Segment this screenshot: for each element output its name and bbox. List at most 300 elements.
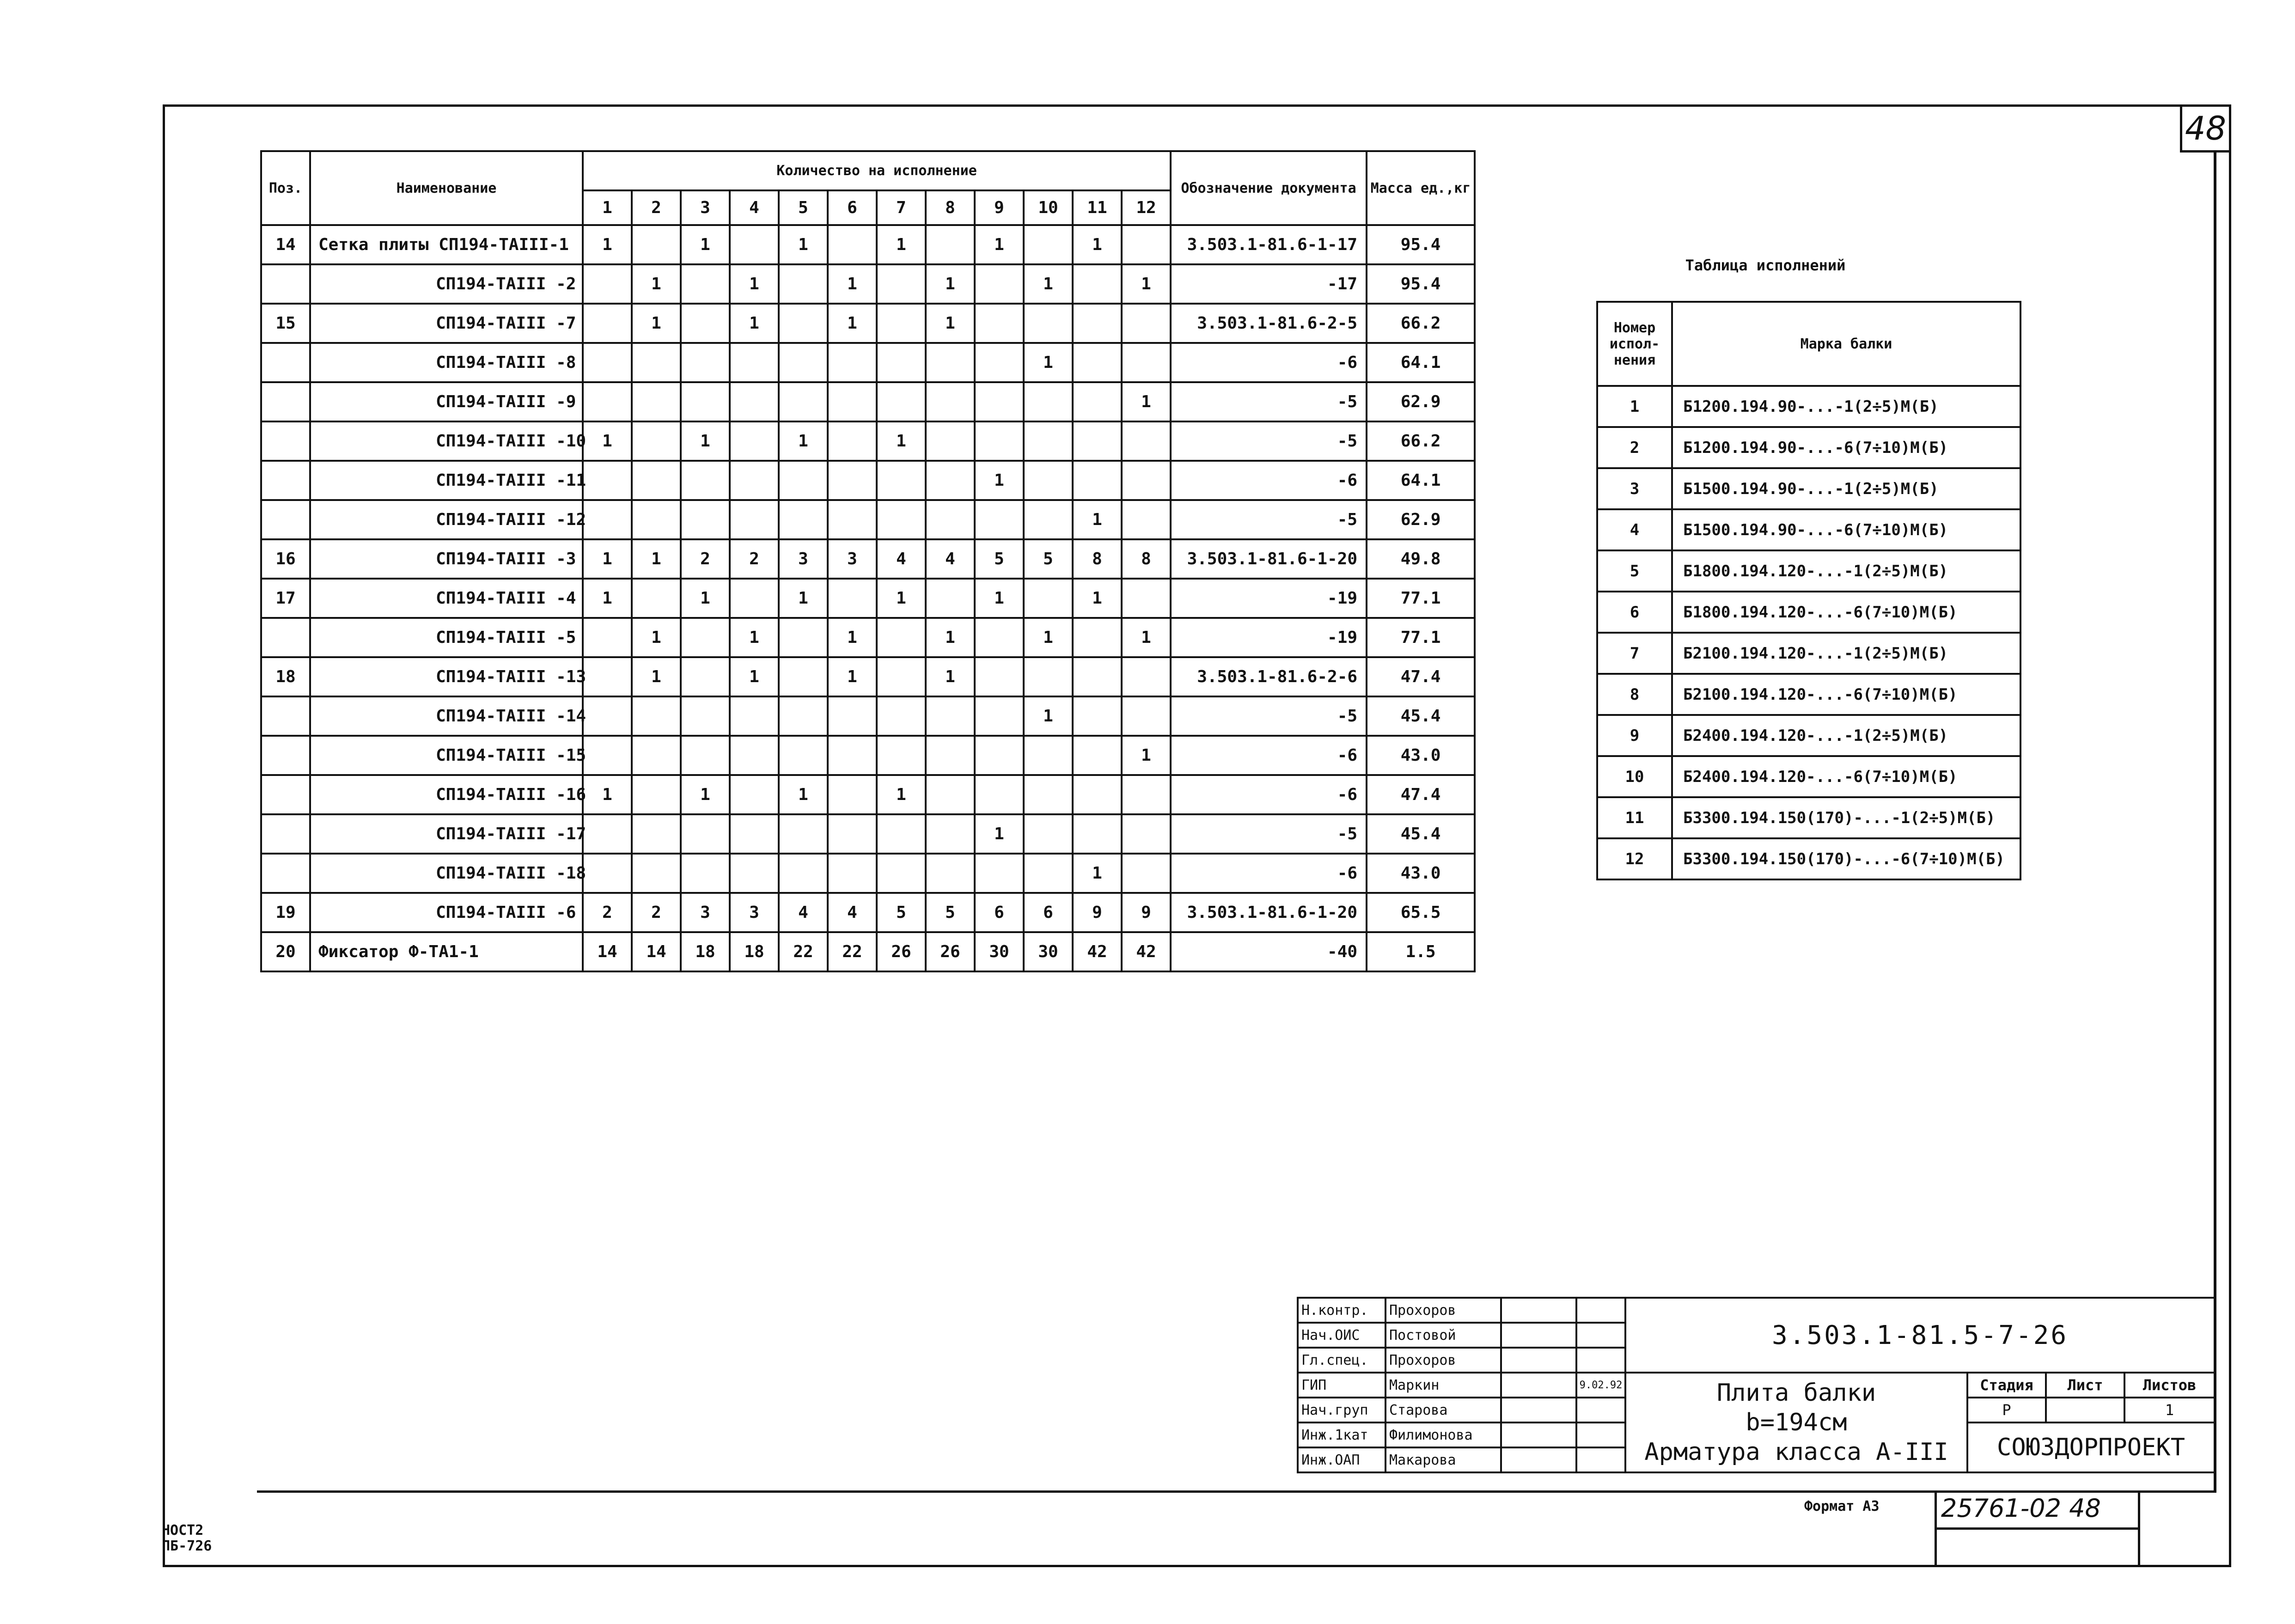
mass-cell: 45.4 <box>1367 696 1475 736</box>
frame-right-margin <box>2214 153 2234 1493</box>
sig-date <box>1576 1348 1625 1373</box>
document-cell: 3.503.1-81.6-2-6 <box>1171 657 1367 696</box>
quantity-cell <box>1122 343 1171 382</box>
quantity-cell <box>730 461 779 500</box>
quantity-cell <box>975 657 1024 696</box>
quantity-cell <box>583 382 632 421</box>
mass-cell: 77.1 <box>1367 618 1475 657</box>
quantity-cell: 42 <box>1073 932 1122 971</box>
sheet-number: 48 <box>2180 104 2231 153</box>
quantity-cell <box>828 736 877 775</box>
table-row <box>261 382 1475 421</box>
position-cell <box>261 421 310 461</box>
quantity-cell: 1 <box>632 618 681 657</box>
quantity-cell <box>975 775 1024 814</box>
name-cell: СП194-ТАIII -17 <box>310 814 583 854</box>
quantity-cell: 1 <box>681 225 730 264</box>
table-row <box>261 500 1475 539</box>
table-row <box>1597 797 2020 838</box>
name-cell: СП194-ТАIII -10 <box>310 421 583 461</box>
sig-name: Прохоров <box>1386 1348 1501 1373</box>
variant-number-cell: 2 <box>1597 427 1672 468</box>
quantity-cell: 1 <box>730 657 779 696</box>
copy-number: 25761-02 48 <box>1941 1494 2101 1523</box>
table-row <box>1597 715 2020 756</box>
quantity-cell: 1 <box>730 264 779 304</box>
quantity-cell <box>926 421 975 461</box>
variant-number-header: 8 <box>926 190 975 225</box>
sig-role: Инж.1кат <box>1298 1423 1386 1447</box>
quantity-cell <box>730 579 779 618</box>
quantity-cell <box>877 696 926 736</box>
document-cell: -5 <box>1171 382 1367 421</box>
quantity-cell <box>1024 461 1073 500</box>
quantity-cell: 1 <box>877 421 926 461</box>
quantity-cell <box>681 500 730 539</box>
quantity-cell <box>583 461 632 500</box>
beam-mark-cell: Б3300.194.150(170)-...-1(2÷5)М(Б) <box>1672 797 2020 838</box>
quantity-cell <box>926 500 975 539</box>
quantity-cell: 1 <box>1073 500 1122 539</box>
quantity-cell: 8 <box>1122 539 1171 579</box>
beam-mark-cell: Б1500.194.90-...-1(2÷5)М(Б) <box>1672 468 2020 509</box>
quantity-cell: 4 <box>926 539 975 579</box>
quantity-cell: 5 <box>926 893 975 932</box>
gost-label-line: ПБ-726 <box>162 1538 212 1554</box>
document-cell: -6 <box>1171 854 1367 893</box>
sheet-label: Лист <box>2046 1373 2124 1398</box>
table-row <box>261 618 1475 657</box>
quantity-cell <box>779 618 828 657</box>
gost-label-line: НОСТ2 <box>162 1522 204 1539</box>
document-cell: 3.503.1-81.6-1-17 <box>1171 225 1367 264</box>
table-row <box>1597 756 2020 797</box>
quantity-cell <box>1122 854 1171 893</box>
quantity-cell: 1 <box>1024 696 1073 736</box>
quantity-cell <box>632 579 681 618</box>
quantity-cell <box>877 736 926 775</box>
quantity-cell <box>877 657 926 696</box>
quantity-cell: 3 <box>730 893 779 932</box>
sheets-label: Листов <box>2124 1373 2215 1398</box>
quantity-cell: 1 <box>975 579 1024 618</box>
table-row <box>261 854 1475 893</box>
quantity-cell: 1 <box>926 618 975 657</box>
variant-number-header: 6 <box>828 190 877 225</box>
format-label: Формат А3 <box>1804 1498 1880 1514</box>
quantity-cell <box>681 382 730 421</box>
quantity-cell: 1 <box>828 304 877 343</box>
quantity-cell <box>583 264 632 304</box>
quantity-cell <box>779 854 828 893</box>
beam-mark-cell: Б2400.194.120-...-1(2÷5)М(Б) <box>1672 715 2020 756</box>
quantity-cell <box>1024 657 1073 696</box>
organization: СОЮЗДОРПРОЕКТ <box>1967 1423 2215 1472</box>
name-cell: СП194-ТАIII -15 <box>310 736 583 775</box>
quantity-cell <box>1073 421 1122 461</box>
quantity-cell <box>1122 461 1171 500</box>
name-cell: СП194-ТАIII -8 <box>310 343 583 382</box>
quantity-cell: 5 <box>877 893 926 932</box>
quantity-cell: 1 <box>583 579 632 618</box>
table-row <box>1597 468 2020 509</box>
table-row <box>261 461 1475 500</box>
quantity-cell: 1 <box>1073 854 1122 893</box>
quantity-cell <box>1122 421 1171 461</box>
table-row <box>261 932 1475 971</box>
position-cell <box>261 500 310 539</box>
quantity-cell <box>779 657 828 696</box>
quantity-cell: 18 <box>730 932 779 971</box>
table-row <box>261 264 1475 304</box>
quantity-cell: 1 <box>632 304 681 343</box>
table-row <box>1597 550 2020 592</box>
table-row <box>1597 838 2020 879</box>
table-row <box>261 814 1475 854</box>
stage-value: Р <box>1967 1398 2046 1423</box>
quantity-cell <box>730 854 779 893</box>
quantity-cell <box>975 343 1024 382</box>
quantity-cell: 42 <box>1122 932 1171 971</box>
variant-number-cell: 12 <box>1597 838 1672 879</box>
quantity-cell <box>926 814 975 854</box>
sig-date <box>1576 1398 1625 1423</box>
sheet-value <box>2046 1398 2124 1423</box>
mass-cell: 62.9 <box>1367 382 1475 421</box>
quantity-cell <box>779 500 828 539</box>
specification-table <box>260 150 1476 972</box>
variant-number-cell: 1 <box>1597 386 1672 427</box>
quantity-cell <box>828 500 877 539</box>
name-cell: Фиксатор Ф-ТА1-1 <box>310 932 583 971</box>
quantity-cell <box>926 696 975 736</box>
quantity-cell: 1 <box>926 264 975 304</box>
quantity-cell <box>828 696 877 736</box>
beam-mark-cell: Б1500.194.90-...-6(7÷10)М(Б) <box>1672 509 2020 550</box>
quantity-cell: 22 <box>779 932 828 971</box>
quantity-cell <box>1024 814 1073 854</box>
quantity-cell: 6 <box>975 893 1024 932</box>
quantity-cell: 1 <box>681 579 730 618</box>
sig-signature <box>1501 1398 1576 1423</box>
variant-number-cell: 3 <box>1597 468 1672 509</box>
quantity-cell <box>1073 343 1122 382</box>
mass-cell: 47.4 <box>1367 775 1475 814</box>
quantity-cell: 2 <box>681 539 730 579</box>
quantity-cell <box>681 696 730 736</box>
quantity-cell <box>779 461 828 500</box>
quantity-cell <box>828 854 877 893</box>
variants-table-title: Таблица исполнений <box>1685 256 1846 274</box>
quantity-cell <box>1122 775 1171 814</box>
quantity-cell <box>681 618 730 657</box>
mass-cell: 1.5 <box>1367 932 1475 971</box>
position-cell <box>261 814 310 854</box>
sig-signature <box>1501 1373 1576 1398</box>
quantity-cell <box>681 814 730 854</box>
mass-cell: 49.8 <box>1367 539 1475 579</box>
sig-signature <box>1501 1348 1576 1373</box>
quantity-cell: 1 <box>1024 264 1073 304</box>
quantity-cell: 1 <box>632 539 681 579</box>
quantity-cell <box>1024 421 1073 461</box>
quantity-cell <box>926 579 975 618</box>
quantity-cell: 1 <box>1024 343 1073 382</box>
variant-number-cell: 6 <box>1597 592 1672 633</box>
table-row <box>261 657 1475 696</box>
quantity-cell <box>730 343 779 382</box>
name-cell: СП194-ТАIII -2 <box>310 264 583 304</box>
document-cell: -19 <box>1171 579 1367 618</box>
variant-number-cell: 11 <box>1597 797 1672 838</box>
quantity-cell <box>632 225 681 264</box>
header-quantity: Количество на исполнение <box>583 151 1171 190</box>
quantity-cell: 9 <box>1073 893 1122 932</box>
quantity-cell: 30 <box>1024 932 1073 971</box>
mass-cell: 62.9 <box>1367 500 1475 539</box>
quantity-cell <box>828 343 877 382</box>
table-row <box>261 893 1475 932</box>
mass-cell: 95.4 <box>1367 225 1475 264</box>
document-cell: -6 <box>1171 736 1367 775</box>
sig-signature <box>1501 1298 1576 1323</box>
quantity-cell <box>632 461 681 500</box>
sig-name: Филимонова <box>1386 1423 1501 1447</box>
quantity-cell <box>926 775 975 814</box>
position-cell: 14 <box>261 225 310 264</box>
quantity-cell <box>632 854 681 893</box>
quantity-cell <box>730 225 779 264</box>
quantity-cell <box>975 500 1024 539</box>
document-cell: -40 <box>1171 932 1367 971</box>
quantity-cell: 1 <box>583 775 632 814</box>
quantity-cell <box>926 736 975 775</box>
name-cell: СП194-ТАIII -14 <box>310 696 583 736</box>
quantity-cell <box>779 382 828 421</box>
quantity-cell: 1 <box>779 225 828 264</box>
quantity-cell: 1 <box>730 618 779 657</box>
quantity-cell <box>1073 775 1122 814</box>
quantity-cell <box>1024 579 1073 618</box>
position-cell <box>261 854 310 893</box>
header-pos: Поз. <box>261 151 310 225</box>
table-row <box>261 696 1475 736</box>
quantity-cell <box>877 382 926 421</box>
variants-table <box>1596 301 2021 880</box>
quantity-cell: 1 <box>583 539 632 579</box>
header-variant-number: Номер испол-нения <box>1597 302 1672 386</box>
quantity-cell <box>632 696 681 736</box>
document-cell: -6 <box>1171 461 1367 500</box>
mass-cell: 65.5 <box>1367 893 1475 932</box>
sig-date <box>1576 1298 1625 1323</box>
quantity-cell <box>583 304 632 343</box>
position-cell <box>261 696 310 736</box>
quantity-cell: 14 <box>632 932 681 971</box>
beam-mark-cell: Б2100.194.120-...-6(7÷10)М(Б) <box>1672 674 2020 715</box>
quantity-cell: 9 <box>1122 893 1171 932</box>
quantity-cell <box>975 382 1024 421</box>
sig-date <box>1576 1423 1625 1447</box>
quantity-cell <box>1073 814 1122 854</box>
quantity-cell: 2 <box>730 539 779 579</box>
quantity-cell <box>828 225 877 264</box>
copy-number-divider <box>1935 1527 2140 1530</box>
quantity-cell: 1 <box>828 264 877 304</box>
quantity-cell <box>632 814 681 854</box>
quantity-cell: 1 <box>632 264 681 304</box>
quantity-cell <box>681 343 730 382</box>
quantity-cell <box>828 814 877 854</box>
document-cell: -6 <box>1171 343 1367 382</box>
header-document: Обозначение документа <box>1171 151 1367 225</box>
name-cell: СП194-ТАIII -13 <box>310 657 583 696</box>
quantity-cell <box>926 343 975 382</box>
quantity-cell: 1 <box>828 618 877 657</box>
quantity-cell: 1 <box>1073 225 1122 264</box>
variant-number-cell: 7 <box>1597 633 1672 674</box>
quantity-cell <box>1073 264 1122 304</box>
quantity-cell <box>730 696 779 736</box>
document-cell: -19 <box>1171 618 1367 657</box>
quantity-cell <box>632 343 681 382</box>
mass-cell: 95.4 <box>1367 264 1475 304</box>
quantity-cell <box>1024 854 1073 893</box>
quantity-cell <box>1024 775 1073 814</box>
quantity-cell <box>632 775 681 814</box>
name-cell: СП194-ТАIII -4 <box>310 579 583 618</box>
quantity-cell <box>1024 736 1073 775</box>
quantity-cell <box>1024 304 1073 343</box>
table-row <box>261 421 1475 461</box>
quantity-cell: 3 <box>779 539 828 579</box>
quantity-cell <box>730 382 779 421</box>
table-row <box>1597 633 2020 674</box>
subject-line: Арматура класса А-III <box>1644 1438 1948 1466</box>
quantity-cell <box>926 461 975 500</box>
sig-role: Гл.спец. <box>1298 1348 1386 1373</box>
table-row <box>261 343 1475 382</box>
document-cell: 3.503.1-81.6-1-20 <box>1171 539 1367 579</box>
quantity-cell: 1 <box>681 775 730 814</box>
sig-date: 9.02.92 <box>1576 1373 1625 1398</box>
specification-body <box>261 225 1475 971</box>
quantity-cell <box>1073 736 1122 775</box>
quantity-cell <box>877 461 926 500</box>
quantity-cell <box>730 500 779 539</box>
quantity-cell <box>681 854 730 893</box>
quantity-cell <box>632 382 681 421</box>
quantity-cell <box>926 854 975 893</box>
variant-number-header: 1 <box>583 190 632 225</box>
quantity-cell <box>1024 225 1073 264</box>
table-row <box>261 539 1475 579</box>
quantity-cell <box>632 500 681 539</box>
quantity-cell <box>583 657 632 696</box>
quantity-cell <box>1073 382 1122 421</box>
quantity-cell <box>779 736 828 775</box>
quantity-cell <box>926 382 975 421</box>
document-cell: -5 <box>1171 421 1367 461</box>
sig-role: ГИП <box>1298 1373 1386 1398</box>
header-name: Наименование <box>310 151 583 225</box>
sig-role: Нач.груп <box>1298 1398 1386 1423</box>
sig-role: Н.контр. <box>1298 1298 1386 1323</box>
position-cell <box>261 736 310 775</box>
mass-cell: 47.4 <box>1367 657 1475 696</box>
sig-name: Постовой <box>1386 1323 1501 1348</box>
name-cell: СП194-ТАIII -12 <box>310 500 583 539</box>
quantity-cell <box>877 343 926 382</box>
sig-name: Старова <box>1386 1398 1501 1423</box>
quantity-cell <box>1073 657 1122 696</box>
subject-line: Плита балки <box>1716 1379 1876 1407</box>
table-row <box>261 304 1475 343</box>
name-cell: Сетка плиты СП194-ТАIII-1 <box>310 225 583 264</box>
quantity-cell: 2 <box>583 893 632 932</box>
sig-name: Маркин <box>1386 1373 1501 1398</box>
sig-name: Прохоров <box>1386 1298 1501 1323</box>
stage-label: Стадия <box>1967 1373 2046 1398</box>
variant-number-cell: 9 <box>1597 715 1672 756</box>
table-row <box>261 775 1475 814</box>
quantity-cell <box>828 461 877 500</box>
mass-cell: 64.1 <box>1367 343 1475 382</box>
beam-mark-cell: Б2100.194.120-...-1(2÷5)М(Б) <box>1672 633 2020 674</box>
quantity-cell <box>1122 579 1171 618</box>
mass-cell: 66.2 <box>1367 304 1475 343</box>
mass-cell: 64.1 <box>1367 461 1475 500</box>
mass-cell: 45.4 <box>1367 814 1475 854</box>
quantity-cell <box>975 854 1024 893</box>
beam-mark-cell: Б3300.194.150(170)-...-6(7÷10)М(Б) <box>1672 838 2020 879</box>
variant-number-header: 4 <box>730 190 779 225</box>
quantity-cell: 3 <box>681 893 730 932</box>
position-cell <box>261 382 310 421</box>
quantity-cell: 1 <box>877 579 926 618</box>
document-cell: -5 <box>1171 696 1367 736</box>
name-cell: СП194-ТАIII -7 <box>310 304 583 343</box>
quantity-cell <box>1122 304 1171 343</box>
quantity-cell <box>681 304 730 343</box>
quantity-cell <box>926 225 975 264</box>
quantity-cell <box>877 304 926 343</box>
quantity-cell: 1 <box>583 225 632 264</box>
position-cell: 17 <box>261 579 310 618</box>
quantity-cell <box>583 736 632 775</box>
quantity-cell <box>877 264 926 304</box>
quantity-cell: 1 <box>1024 618 1073 657</box>
quantity-cell: 1 <box>1122 618 1171 657</box>
quantity-cell: 1 <box>975 225 1024 264</box>
quantity-cell <box>730 814 779 854</box>
document-cell: -5 <box>1171 814 1367 854</box>
quantity-cell: 30 <box>975 932 1024 971</box>
quantity-cell: 1 <box>779 775 828 814</box>
quantity-cell: 1 <box>1122 264 1171 304</box>
quantity-cell <box>828 382 877 421</box>
position-cell <box>261 618 310 657</box>
quantity-cell: 18 <box>681 932 730 971</box>
name-cell: СП194-ТАIII -5 <box>310 618 583 657</box>
quantity-cell: 1 <box>681 421 730 461</box>
document-cell: -17 <box>1171 264 1367 304</box>
quantity-cell: 1 <box>877 225 926 264</box>
position-cell <box>261 461 310 500</box>
position-cell: 20 <box>261 932 310 971</box>
quantity-cell <box>779 696 828 736</box>
quantity-cell <box>975 264 1024 304</box>
